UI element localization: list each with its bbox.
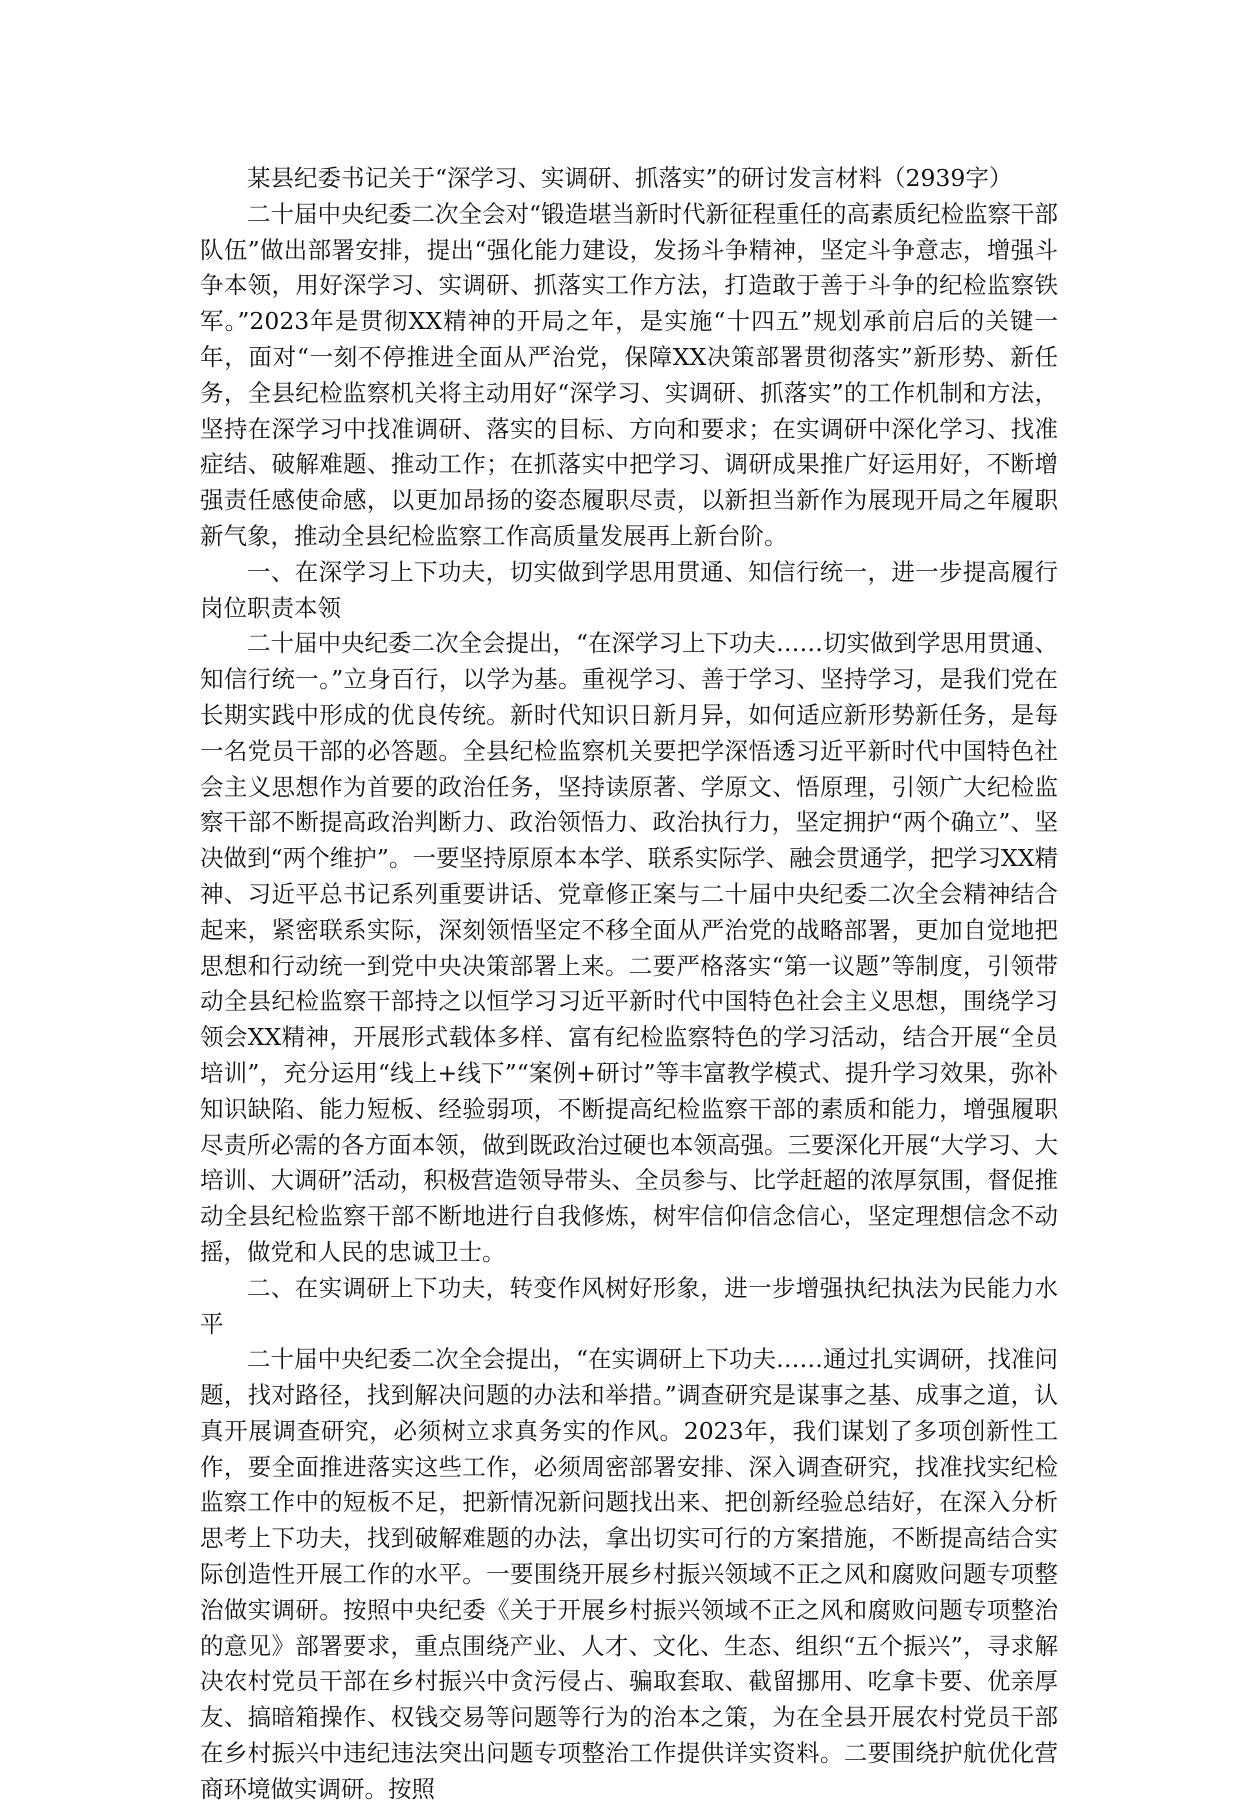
intro-paragraph: 二十届中央纪委二次全会对“锻造堪当新时代新征程重任的高素质纪检监察干部队伍”做出部署安排，提出“强化能力建设，发扬斗争精神，坚定斗争意志，增强斗争本领，用好深学习、实调研、抓落实工作方法，打造敢于善于斗争的纪检监察铁军。”2023年是贯彻XX精神的开局之年，是实施“十四五”规划承前启后的关键一年，面对“一刻不停推进全面从严治党，保障XX决策部署贯彻落实”新形势、新任务，全县纪检监察机关将主动用好“深学习、实调研、抓落实”的工作机制和方法，坚持在深学习中找准调研、落实的目标、方向和要求；在实调研中深化学习、找准症结、破解难题、推动工作；在抓落实中把学习、调研成果推广好运用好，不断增强责任感使命感，以更加昂扬的姿态履职尽责，以新担当新作为展现开局之年履职新气象，推动全县纪检监察工作高质量发展再上新台阶。 xyxy=(200,199,1059,550)
section-heading-2: 二、在实调研上下功夫，转变作风树好形象，进一步增强执纪执法为民能力水平 xyxy=(200,1273,1058,1338)
section-1-paragraph: 二十届中央纪委二次全会提出，“在深学习上下功夫……切实做到学思用贯通、知信行统一。”立身百行，以学为基。重视学习、善于学习、坚持学习，是我们党在长期实践中形成的优良传统。新时代知识日新月异，如何适应新形势新任务，是每一名党员干部的必答题。全县纪检监察机关要把学深悟透习近平新时代中国特色社会主义思想作为首要的政治任务，坚持读原著、学原文、悟原理，引领广大纪检监察干部不断提高政治判断力、政治领悟力、政治执行力，坚定拥护“两个确立”、坚决做到“两个维护”。一要坚持原原本本学、联系实际学、融会贯通学，把学习XX精神、习近平总书记系列重要讲话、党章修正案与二十届中央纪委二次全会精神结合起来，紧密联系实际，深刻领悟坚定不移全面从严治党的战略部署，更加自觉地把思想和行动统一到党中央决策部署上来。二要严格落实“第一议题”等制度，引领带动全县纪检监察干部持之以恒学习习近平新时代中国特色社会主义思想，围绕学习领会XX精神，开展形式载体多样、富有纪检监察特色的学习活动，结合开展“全员培训”，充分运用“线上+线下”“案例+研讨”等丰富教学模式、提升学习效果，弥补知识缺陷、能力短板、经验弱项，不断提高纪检监察干部的素质和能力，增强履职尽责所必需的各方面本领，做到既政治过硬也本领高强。三要深化开展“大学习、大培训、大调研”活动，积极营造领导带头、全员参与、比学赶超的浓厚氛围，督促推动全县纪检监察干部不断地进行自我修炼，树牢信仰信念信心，坚定理想信念不动摇，做党和人民的忠诚卫士。 xyxy=(200,629,1059,1266)
section-heading-1: 一、在深学习上下功夫，切实做到学思用贯通、知信行统一，进一步提高履行岗位职责本领 xyxy=(200,557,1058,622)
document-body xyxy=(200,161,1058,1808)
section-2-paragraph: 二十届中央纪委二次全会提出，“在实调研上下功夫……通过扎实调研，找准问题，找对路径，找到解决问题的办法和举措。”调查研究是谋事之基、成事之道，认真开展调查研究，必须树立求真务实的作风。2023年，我们谋划了多项创新性工作，要全面推进落实这些工作，必须周密部署安排、深入调查研究，找准找实纪检监察工作中的短板不足，把新情况新问题找出来、把创新经验总结好，在深入分析思考上下功夫，找到破解难题的办法，拿出切实可行的方案措施，不断提高结合实际创造性开展工作的水平。一要围绕开展乡村振兴领域不正之风和腐败问题专项整治做实调研。按照中央纪委《关于开展乡村振兴领域不正之风和腐败问题专项整治的意见》部署要求，重点围绕产业、人才、文化、生态、组织“五个振兴”，寻求解决农村党员干部在乡村振兴中贪污侵占、骗取套取、截留挪用、吃拿卡要、优亲厚友、搞暗箱操作、权钱交易等问题等行为的治本之策，为在全县开展农村党员干部在乡村振兴中违纪违法突出问题专项整治工作提供详实资料。二要围绕护航优化营商环境做实调研。按照 xyxy=(200,1345,1059,1803)
document-title: 某县纪委书记关于“深学习、实调研、抓落实”的研讨发言材料（2939字） xyxy=(247,164,1013,192)
